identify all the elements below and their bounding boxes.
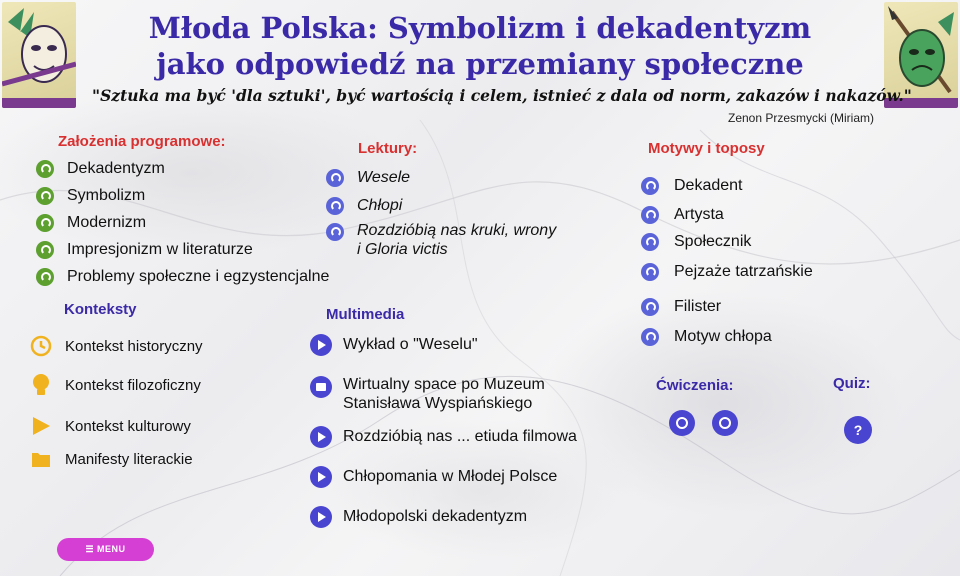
motywy-item-chlop[interactable]: Motyw chłopa bbox=[641, 328, 772, 346]
clock-icon bbox=[30, 335, 52, 357]
link-icon bbox=[36, 160, 54, 178]
multimedia-item-chlopomania[interactable]: Chłopomania w Młodej Polsce bbox=[310, 466, 557, 488]
konteksty-item-kulturowy[interactable]: Kontekst kulturowy bbox=[30, 415, 191, 437]
link-icon bbox=[641, 298, 659, 316]
motywy-item-filister[interactable]: Filister bbox=[641, 298, 721, 316]
quote: "Sztuka ma być 'dla sztuki', być wartością i celem, istnieć z dala od norm, zakazów i nakazów." bbox=[92, 86, 912, 105]
motywy-item-dekadent[interactable]: Dekadent bbox=[641, 177, 743, 195]
section-title-cwiczenia: Ćwiczenia: bbox=[656, 377, 734, 394]
link-icon bbox=[326, 197, 344, 215]
multimedia-item-muzeum[interactable]: Wirtualny space po Muzeum Stanisława Wyspiańskiego bbox=[310, 375, 545, 413]
konteksty-item-historyczny[interactable]: Kontekst historyczny bbox=[30, 335, 203, 357]
play-icon bbox=[310, 506, 332, 528]
lektury-item-chlopi[interactable]: Chłopi bbox=[326, 197, 402, 215]
lightbulb-icon bbox=[30, 373, 52, 397]
image-icon bbox=[310, 376, 332, 398]
exercise-1-button[interactable] bbox=[669, 410, 695, 436]
section-title-quiz: Quiz: bbox=[833, 375, 871, 392]
play-icon bbox=[310, 426, 332, 448]
section-title-lektury: Lektury: bbox=[358, 140, 418, 157]
zalozenia-item-problemy[interactable]: Problemy społeczne i egzystencjalne bbox=[36, 268, 329, 286]
motywy-item-pejzaze[interactable]: Pejzaże tatrzańskie bbox=[641, 263, 813, 281]
section-title-motywy: Motywy i toposy bbox=[648, 140, 765, 157]
link-icon bbox=[641, 206, 659, 224]
konteksty-item-filozoficzny[interactable]: Kontekst filozoficzny bbox=[30, 373, 201, 397]
multimedia-item-wyklad[interactable]: Wykład o "Weselu" bbox=[310, 334, 478, 356]
section-title-zalozenia: Założenia programowe: bbox=[58, 133, 226, 150]
lektury-item-rozdziobia[interactable]: Rozdzióbią nas kruki, wrony i Gloria victis bbox=[326, 221, 556, 259]
lektury-item-wesele[interactable]: Wesele bbox=[326, 169, 410, 187]
link-icon bbox=[641, 177, 659, 195]
section-title-multimedia: Multimedia bbox=[326, 306, 405, 323]
zalozenia-item-impresjonizm[interactable]: Impresjonizm w literaturze bbox=[36, 241, 253, 259]
play-icon bbox=[310, 466, 332, 488]
quiz-button[interactable]: ? bbox=[844, 416, 872, 444]
link-icon bbox=[326, 223, 344, 241]
title-line-1: Młoda Polska: Symbolizm i dekadentyzm bbox=[148, 11, 812, 45]
title-line-2: jako odpowiedź na przemiany społeczne bbox=[156, 47, 804, 81]
play-icon bbox=[310, 334, 332, 356]
konteksty-item-manifesty[interactable]: Manifesty literackie bbox=[30, 449, 193, 469]
section-title-konteksty: Konteksty bbox=[64, 301, 137, 318]
link-icon bbox=[326, 169, 344, 187]
quote-author: Zenon Przesmycki (Miriam) bbox=[727, 111, 874, 125]
zalozenia-item-dekadentyzm[interactable]: Dekadentyzm bbox=[36, 160, 165, 178]
play-triangle-icon bbox=[30, 415, 52, 437]
link-icon bbox=[641, 233, 659, 251]
motywy-item-artysta[interactable]: Artysta bbox=[641, 206, 724, 224]
motywy-item-spolecznik[interactable]: Społecznik bbox=[641, 233, 751, 251]
folder-icon bbox=[30, 449, 52, 469]
link-icon bbox=[641, 328, 659, 346]
link-icon bbox=[36, 268, 54, 286]
page-title bbox=[0, 10, 960, 82]
zalozenia-item-modernizm[interactable]: Modernizm bbox=[36, 214, 146, 232]
link-icon bbox=[36, 241, 54, 259]
zalozenia-item-symbolizm[interactable]: Symbolizm bbox=[36, 187, 145, 205]
link-icon bbox=[36, 214, 54, 232]
menu-button[interactable]: ☰ MENU bbox=[57, 538, 154, 561]
link-icon bbox=[641, 263, 659, 281]
multimedia-item-etiuda[interactable]: Rozdzióbią nas ... etiuda filmowa bbox=[310, 426, 577, 448]
multimedia-item-dekadentyzm[interactable]: Młodopolski dekadentyzm bbox=[310, 506, 527, 528]
link-icon bbox=[36, 187, 54, 205]
exercise-2-button[interactable] bbox=[712, 410, 738, 436]
